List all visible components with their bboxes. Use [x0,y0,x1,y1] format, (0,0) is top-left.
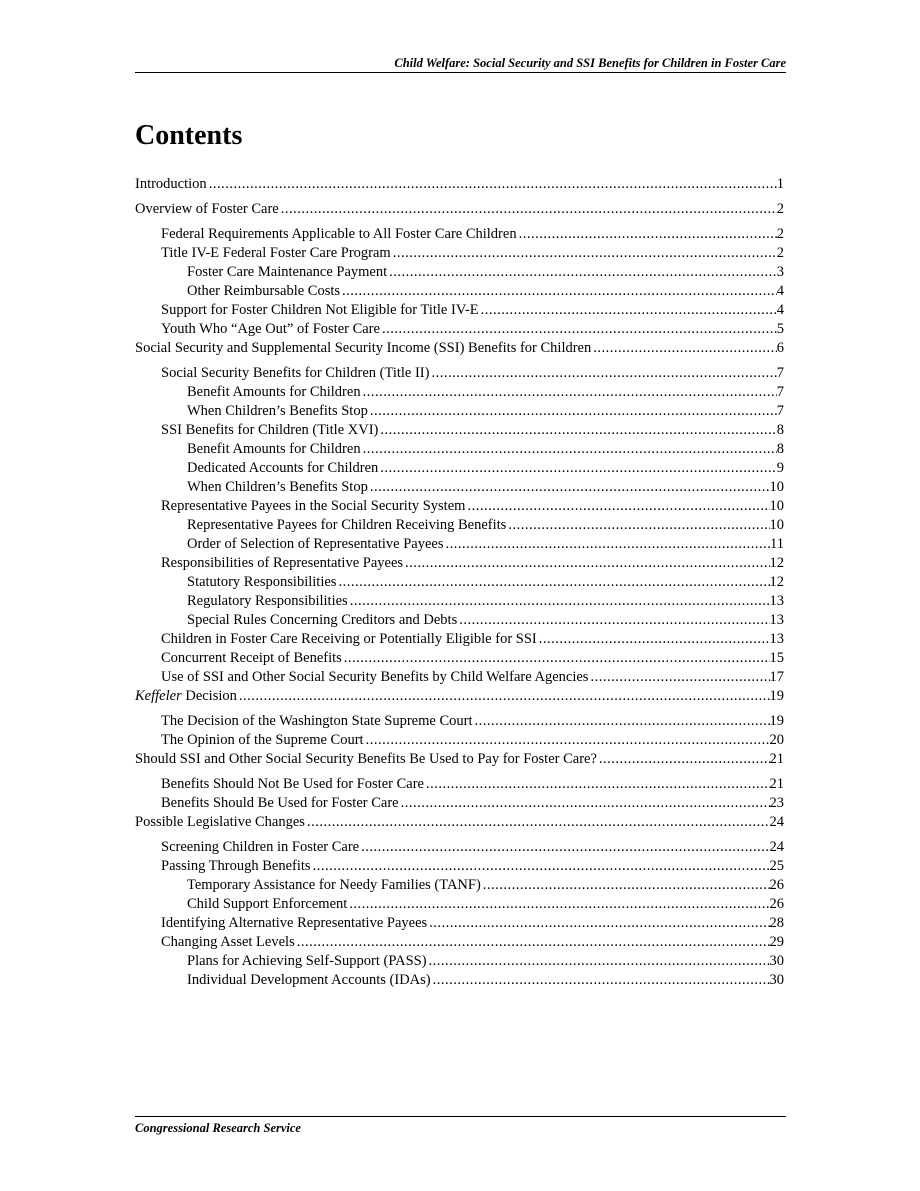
toc-entry[interactable] [135,282,784,301]
dot-leader [361,383,777,402]
toc-entry-page: 24 [769,839,784,855]
toc-entry[interactable] [135,516,784,535]
toc-entry[interactable] [135,554,784,573]
toc-entry-page: 24 [769,814,784,830]
toc-entry-label: Regulatory Responsibilities [187,593,348,609]
toc-entry-label: Dedicated Accounts for Children [187,460,379,476]
toc-entry-label: Order of Selection of Representative Payees [187,536,444,552]
dot-leader [336,573,769,592]
toc-entry-label: Responsibilities of Representative Payees [161,555,404,571]
toc-entry-label: Statutory Responsibilities [187,574,337,590]
toc-entry-page: 19 [769,713,784,729]
toc-entry[interactable] [135,794,784,813]
toc-entry-label: Federal Requirements Applicable to All Foster Care Children [161,226,517,242]
toc-entry[interactable] [135,263,784,282]
toc-entry[interactable] [135,459,784,478]
toc-entry[interactable] [135,750,784,769]
toc-entry[interactable] [135,301,784,320]
toc-entry-label: Youth Who “Age Out” of Foster Care [161,321,380,337]
toc-entry[interactable] [135,244,784,263]
footer-source: Congressional Research Service [135,1121,301,1135]
toc-entry-label: Title IV-E Federal Foster Care Program [161,245,391,261]
toc-entry-label: Possible Legislative Changes [135,814,305,830]
dot-leader [359,838,769,857]
page-title: Contents [135,120,243,151]
toc-entry-page: 21 [769,776,784,792]
toc-entry[interactable] [135,895,784,914]
toc-entry-label: Introduction [135,176,207,192]
toc-entry-page: 28 [769,915,784,931]
toc-entry-page: 26 [769,877,784,893]
toc-entry[interactable] [135,440,784,459]
toc-entry-page: 12 [769,574,784,590]
toc-entry-page: 26 [769,896,784,912]
dot-leader [537,630,770,649]
toc-entry[interactable] [135,383,784,402]
toc-entry-label: Individual Development Accounts (IDAs) [187,972,431,988]
toc-entry-label: Foster Care Maintenance Payment [187,264,388,280]
dot-leader [427,952,770,971]
toc-entry[interactable] [135,712,784,731]
toc-entry-label: Passing Through Benefits [161,858,311,874]
dot-leader [368,478,770,497]
dot-leader [517,225,777,244]
toc-entry-label [135,687,237,706]
toc-entry-page: 10 [769,479,784,495]
toc-entry[interactable] [135,971,784,990]
dot-leader [295,933,770,952]
toc-entry[interactable] [135,914,784,933]
toc-entry-label: Social Security Benefits for Children (Title II) [161,365,430,381]
toc-entry-label: Plans for Achieving Self-Support (PASS) [187,953,427,969]
toc-entry-label: Benefit Amounts for Children [187,441,361,457]
toc-entry-page: 10 [769,498,784,514]
toc-entry-label: Children in Foster Care Receiving or Potentially Eligible for SSI [161,631,537,647]
toc-entry-page: 2 [776,201,784,217]
dot-leader [279,200,777,219]
toc-entry[interactable] [135,611,784,630]
toc-entry-label: Support for Foster Children Not Eligible for Title IV-E [161,302,479,318]
toc-entry-page: 1 [776,176,784,192]
toc-entry[interactable] [135,630,784,649]
toc-entry-label: Benefits Should Be Used for Foster Care [161,795,399,811]
dot-leader [424,775,770,794]
toc-entry-label: Use of SSI and Other Social Security Benefits by Child Welfare Agencies [161,669,589,685]
dot-leader [378,421,776,440]
dot-leader [348,592,770,611]
toc-entry-label: Social Security and Supplemental Security Income (SSI) Benefits for Children [135,340,592,356]
toc-entry-page: 29 [769,934,784,950]
toc-entry[interactable] [135,649,784,668]
toc-entry-page: 23 [769,795,784,811]
dot-leader [481,876,770,895]
toc-entry-page: 7 [776,384,784,400]
dot-leader [340,282,777,301]
toc-entry-page: 5 [776,321,784,337]
toc-entry[interactable] [135,573,784,592]
toc-entry-page: 8 [776,441,784,457]
dot-leader [506,516,769,535]
dot-leader [443,535,770,554]
dot-leader [429,364,776,383]
toc-entry-page: 2 [776,226,784,242]
toc-entry-label: Benefits Should Not Be Used for Foster Care [161,776,424,792]
toc-entry-page: 3 [776,264,784,280]
toc-entry[interactable] [135,478,784,497]
toc-entry[interactable] [135,175,784,194]
dot-leader [378,459,776,478]
toc-entry-label: Changing Asset Levels [161,934,295,950]
dot-leader [347,895,769,914]
toc-entry-page: 13 [769,631,784,647]
toc-entry[interactable] [135,838,784,857]
toc-entry[interactable] [135,200,784,219]
dot-leader [465,497,769,516]
toc-entry-page: 9 [776,460,784,476]
dot-leader [399,794,770,813]
dot-leader [342,649,770,668]
toc-entry[interactable] [135,687,784,706]
dot-leader [305,813,770,832]
toc-entry[interactable] [135,952,784,971]
toc-entry-page: 30 [769,953,784,969]
toc-entry-page: 7 [776,403,784,419]
toc-entry-label: Identifying Alternative Representative Payees [161,915,428,931]
toc-entry-page: 10 [769,517,784,533]
toc-entry-label: When Children’s Benefits Stop [187,403,368,419]
dot-leader [391,244,777,263]
toc-entry[interactable] [135,933,784,952]
toc-entry-page: 15 [769,650,784,666]
dot-leader [591,339,777,358]
dot-leader [361,440,777,459]
toc-entry-label: When Children’s Benefits Stop [187,479,368,495]
dot-leader [479,301,777,320]
running-header: Child Welfare: Social Security and SSI Benefits for Children in Foster Care [394,56,786,70]
footer-rule [135,1116,786,1117]
toc-entry[interactable] [135,592,784,611]
dot-leader [403,554,769,573]
toc-entry-page: 7 [776,365,784,381]
dot-leader [427,914,769,933]
toc-entry-label: Should SSI and Other Social Security Benefits Be Used to Pay for Foster Care? [135,751,597,767]
toc-entry[interactable] [135,731,784,750]
dot-leader [431,971,770,990]
toc-entry-page: 19 [769,688,784,704]
toc-entry-page: 25 [769,858,784,874]
toc-entry[interactable] [135,421,784,440]
toc-entry-label: Screening Children in Foster Care [161,839,360,855]
dot-leader [207,175,777,194]
toc-entry[interactable] [135,813,784,832]
toc-entry[interactable] [135,225,784,244]
toc-entry-label: SSI Benefits for Children (Title XVI) [161,422,379,438]
toc-entry-label: Representative Payees for Children Receiving Benefits [187,517,507,533]
dot-leader [237,687,770,706]
toc-entry-page: 13 [769,612,784,628]
toc-entry-label: Concurrent Receipt of Benefits [161,650,342,666]
toc-entry-label: The Opinion of the Supreme Court [161,732,364,748]
toc-entry-page: 8 [776,422,784,438]
dot-leader [311,857,770,876]
toc-entry-label: Temporary Assistance for Needy Families (TANF) [187,877,481,893]
toc-entry[interactable] [135,339,784,358]
toc-entry-label-rest: Decision [181,688,237,704]
dot-leader [457,611,769,630]
toc-entry-label: Overview of Foster Care [135,201,279,217]
toc-entry[interactable] [135,320,784,339]
dot-leader [364,731,770,750]
toc-entry-page: 4 [776,302,784,318]
dot-leader [597,750,770,769]
toc-entry-page: 21 [769,751,784,767]
dot-leader [472,712,769,731]
toc-entry-label: Other Reimbursable Costs [187,283,341,299]
dot-leader [368,402,777,421]
toc-entry-page: 20 [769,732,784,748]
toc-entry[interactable] [135,857,784,876]
header-rule [135,72,786,73]
toc-entry[interactable] [135,535,784,554]
toc-entry[interactable] [135,364,784,383]
dot-leader [387,263,777,282]
dot-leader [380,320,777,339]
toc-entry-label: Benefit Amounts for Children [187,384,361,400]
toc-entry-page: 2 [776,245,784,261]
toc-entry-page: 12 [769,555,784,571]
toc-entry[interactable] [135,497,784,516]
toc-entry[interactable] [135,775,784,794]
toc-entry-label: Representative Payees in the Social Security System [161,498,466,514]
toc-entry-page: 17 [769,669,784,685]
toc-entry[interactable] [135,876,784,895]
toc-entry-label: Child Support Enforcement [187,896,348,912]
toc-entry-label: Special Rules Concerning Creditors and Debts [187,612,458,628]
dot-leader [588,668,769,687]
toc-entry-page: 4 [776,283,784,299]
toc-entry-page: 11 [770,536,784,552]
toc-entry[interactable] [135,668,784,687]
toc-entry-page: 6 [776,340,784,356]
toc-entry-label: The Decision of the Washington State Supreme Court [161,713,473,729]
toc-entry-label-italic: Keffeler [135,688,182,704]
toc-entry-page: 30 [769,972,784,988]
table-of-contents [135,175,784,990]
toc-entry[interactable] [135,402,784,421]
toc-entry-page: 13 [769,593,784,609]
